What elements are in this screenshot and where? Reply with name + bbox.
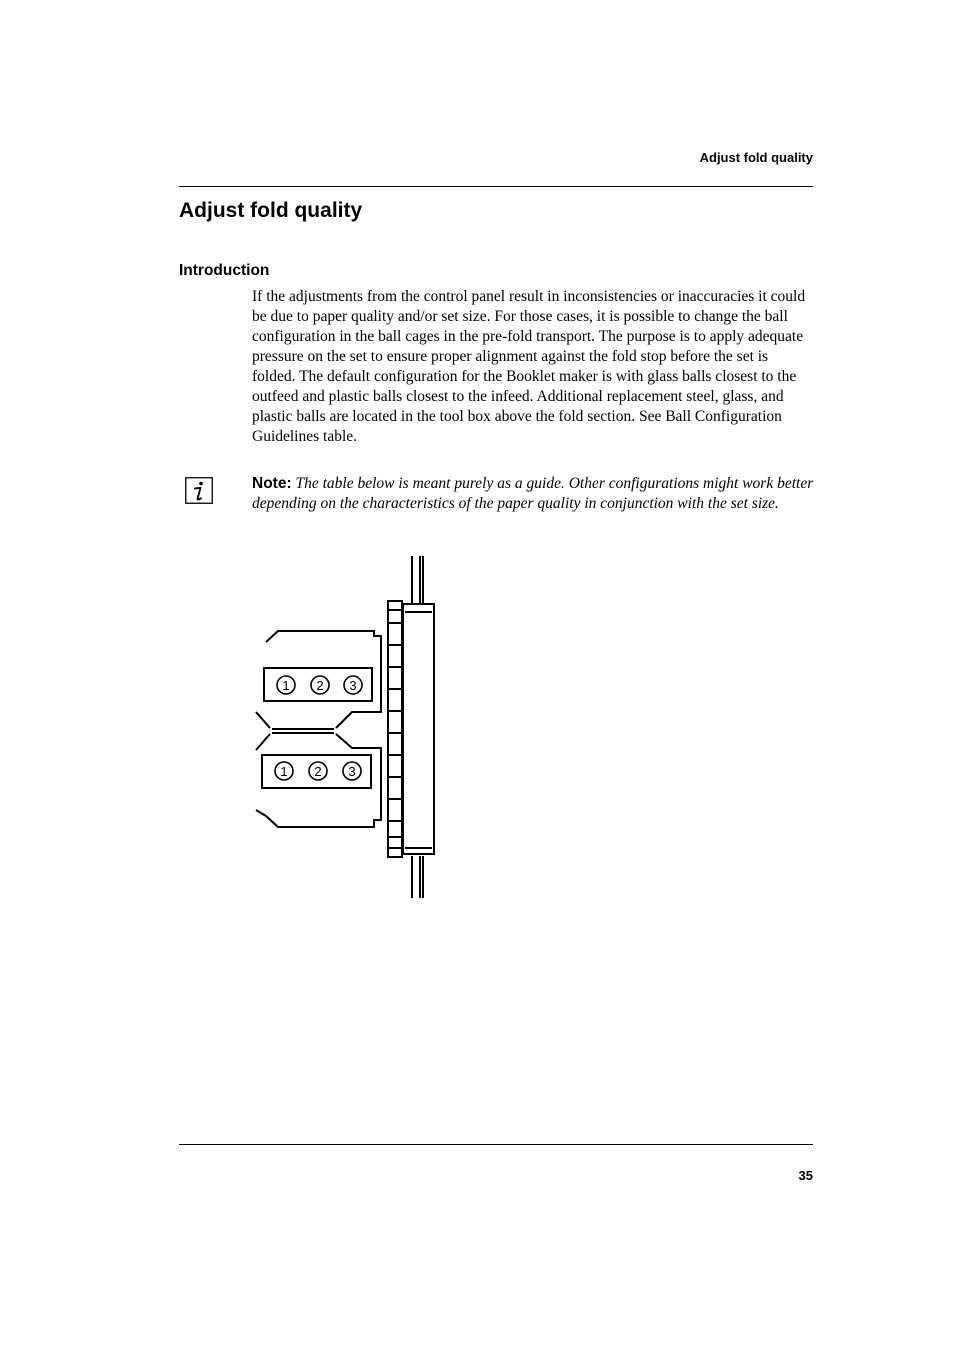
note-text: The table below is meant purely as a guide. Other configurations might work better depending on the characteristics of the paper quality in conjunction with the set size. — [252, 475, 814, 512]
page-number: 35 — [798, 1168, 813, 1183]
info-icon — [185, 477, 213, 504]
upper-cage-ball-1: 1 — [282, 678, 290, 693]
lower-cage-ball-3: 3 — [348, 764, 356, 779]
upper-cage-ball-2: 2 — [316, 678, 324, 693]
upper-cage-ball-3: 3 — [349, 678, 357, 693]
lower-cage-ball-2: 2 — [314, 764, 322, 779]
running-header: Adjust fold quality — [699, 150, 813, 165]
ball-cage-diagram — [248, 552, 448, 900]
lower-cage-ball-1: 1 — [280, 764, 288, 779]
section-heading: Introduction — [179, 262, 270, 279]
note-label: Note: — [252, 475, 292, 492]
page-title: Adjust fold quality — [179, 199, 363, 222]
intro-paragraph: If the adjustments from the control panel result in inconsistencies or inaccuracies it could be due to paper quality and/or set size. For those cases, it is possible to change the ball configuration in the ball cages in the pre-fold transport. The purpose is to apply adequate pressure on the set to ensure proper alignment against the fold stop before the set is folded. The default configuration for the Booklet maker is with glass balls closest to the outfeed and plastic balls closest to the infeed. Additional replacement steel, glass, and plastic balls are located in the tool box above the fold section. See Ball Configuration Guidelines table. — [252, 288, 806, 445]
header-rule — [179, 186, 813, 187]
footer-rule — [179, 1144, 813, 1145]
note — [252, 474, 814, 514]
